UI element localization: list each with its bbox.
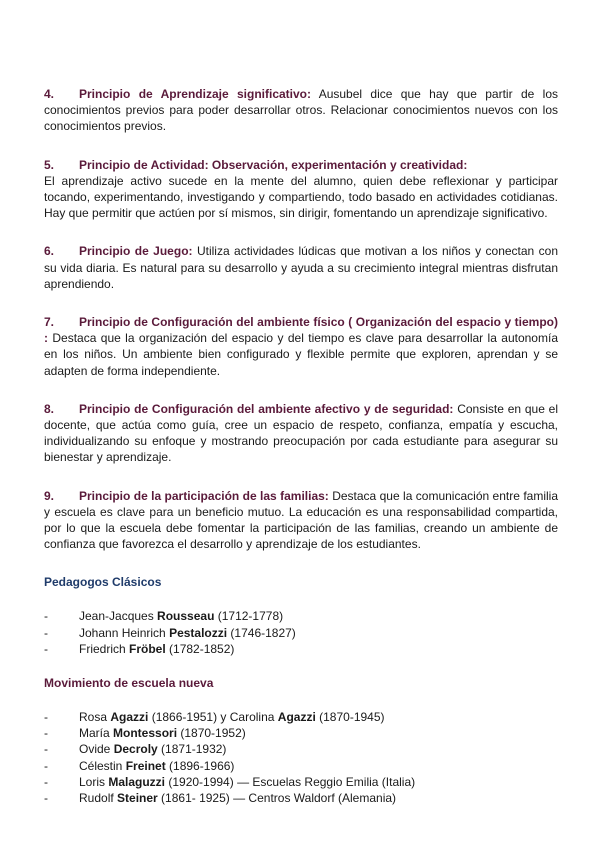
principle-number: 9. [44, 488, 55, 503]
list-dash: - [44, 609, 48, 624]
list-item [44, 725, 558, 741]
list-item [44, 758, 558, 774]
name-first: María [79, 726, 114, 741]
principle-text: Ausubel dice que hay que partir de los conocimientos previos para poder desarrollar otros. Relacionar conocimientos nuevos con los conocimientos previos. [44, 87, 558, 134]
principle-8 [44, 401, 558, 466]
name-last: Montessori [113, 726, 178, 741]
name-dates: (1866-1951) y Carolina [148, 710, 278, 725]
list-dash: - [44, 710, 48, 725]
principle-number: 4. [44, 87, 55, 101]
list-item [44, 790, 558, 806]
principle-text: El aprendizaje activo sucede en la mente del alumno, quien debe reflexionar y participar tocando, experimentando, investigando y compartiendo, todo basado en actividades cotidianas. Hay que permitir que actúen por sí mismos, sin dirigir, fomentando un aprendizaje significativo. [44, 173, 558, 221]
principle-heading: Principio de Configuración del ambiente afectivo y de seguridad: [79, 401, 454, 416]
principle-heading: Principio de Actividad: Observación, experimentación y creatividad: [79, 157, 468, 172]
document-page [44, 86, 558, 824]
name-last: Fröbel [129, 641, 166, 656]
name-dates: (1782-1852) [165, 641, 235, 656]
principle-heading: Principio de Juego: [79, 244, 193, 259]
principle-number: 7. [44, 315, 55, 330]
list-dash: - [44, 726, 48, 741]
name-dates: (1870-1952) [177, 726, 246, 741]
name-last: Rousseau [157, 609, 215, 624]
name-dates: (1920-1994) — Escuelas Reggio Emilia (Italia) [165, 774, 416, 789]
classic-pedagogues-list [44, 608, 558, 657]
list-dash: - [44, 758, 48, 773]
name-dates: (1746-1827) [227, 625, 296, 640]
name-dates: (1896-1966) [165, 758, 235, 773]
new-school-title: Movimiento de escuela nueva [44, 676, 214, 691]
principle-number: 6. [44, 244, 55, 259]
principle-heading: Principio de Configuración del ambiente físico ( Organización del espacio y tiempo) : [44, 315, 558, 346]
list-dash: - [44, 625, 48, 640]
name-first: Rudolf [79, 791, 118, 806]
principle-text: Consiste en que el docente, que actúa como guía, cree un espacio de respeto, confianza, empatía y escucha, individualizando su enfoque y mostrando preocupación por cada estudiante para asegurar su bienestar y aprendizaje. [44, 401, 558, 465]
principle-text: Destaca que la comunicación entre familia y escuela es clave para un beneficio mutuo. La educación es una responsabilidad compartida, por lo que la escuela debe fomentar la participación de las familias, creando un ambiente de confianza que favorezca el desarrollo y aprendizaje de los estudiantes. [44, 488, 558, 552]
name-dates-2: (1870-1945) [315, 710, 385, 725]
name-last: Agazzi [110, 710, 149, 725]
principle-number: 8. [44, 401, 55, 416]
list-item [44, 641, 558, 657]
name-last: Pestalozzi [169, 625, 228, 640]
name-first: Johann Heinrich [79, 625, 170, 640]
principle-6 [44, 243, 558, 292]
name-last: Freinet [125, 758, 166, 773]
principle-heading: Principio de Aprendizaje significativo: [79, 87, 311, 101]
principle-7 [44, 314, 558, 379]
name-last: Decroly [113, 742, 158, 757]
list-dash: - [44, 791, 48, 806]
name-dates: (1861- 1925) — Centros Waldorf (Alemania) [157, 791, 397, 806]
principle-heading: Principio de la participación de las familias: [79, 488, 329, 503]
name-dates: (1712-1778) [214, 609, 284, 624]
name-first: Célestin [79, 758, 126, 773]
name-first: Ovide [79, 742, 114, 757]
list-item [44, 741, 558, 757]
list-dash: - [44, 774, 48, 789]
name-dates: (1871-1932) [157, 742, 227, 757]
list-item [44, 709, 558, 725]
principle-5 [44, 157, 558, 222]
name-last: Steiner [117, 791, 158, 806]
name-first: Rosa [79, 710, 111, 725]
list-item [44, 608, 558, 624]
principle-9 [44, 488, 558, 553]
name-last-2: Agazzi [277, 710, 316, 725]
name-first: Loris [79, 774, 109, 789]
principle-text: Destaca que la organización del espacio y del tiempo es clave para desarrollar la autonomía en los niños. Un ambiente bien configurado y flexible permite que exploren, aprendan y se adapten de forma independiente. [44, 331, 558, 378]
list-dash: - [44, 742, 48, 757]
new-school-list [44, 709, 558, 806]
list-dash: - [44, 641, 48, 656]
principle-text: Utiliza actividades lúdicas que motivan a los niños y conectan con su vida diaria. Es natural para su desarrollo y ayuda a su crecimiento integral mientras disfrutan aprendiendo. [44, 244, 558, 291]
classic-pedagogues-title: Pedagogos Clásicos [44, 575, 162, 590]
name-first: Friedrich [79, 641, 130, 656]
principle-4 [44, 86, 558, 135]
principle-number: 5. [44, 157, 55, 172]
name-first: Jean-Jacques [79, 609, 158, 624]
list-item [44, 625, 558, 641]
list-item [44, 774, 558, 790]
name-last: Malaguzzi [108, 774, 166, 789]
